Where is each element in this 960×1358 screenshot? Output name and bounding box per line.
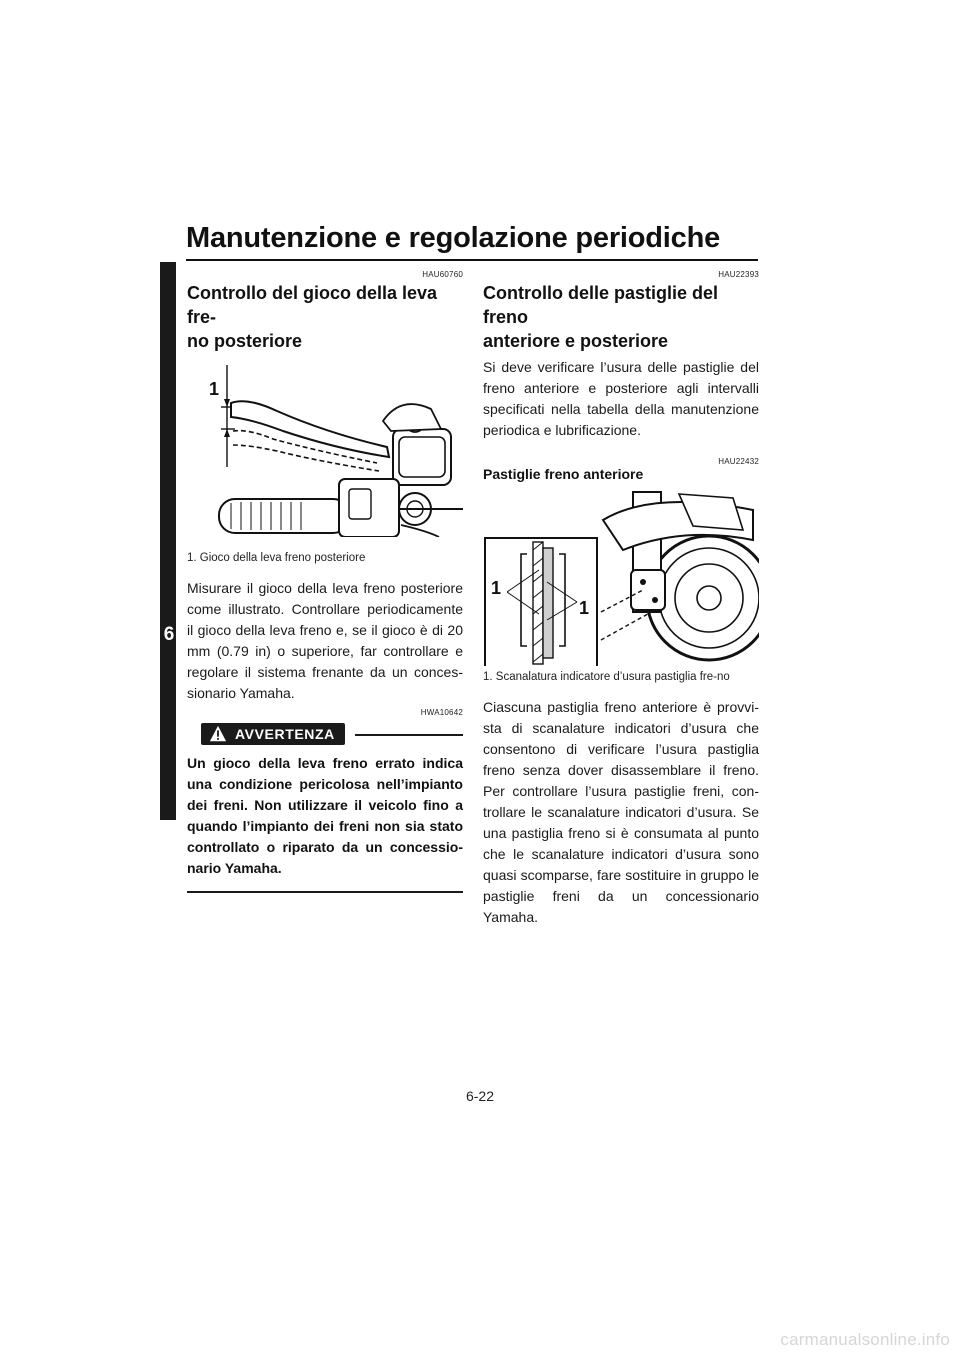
section-heading: Controllo delle pastiglie del freno anteriore e posteriore: [483, 283, 719, 351]
warning-header: [187, 719, 463, 747]
subsection-heading: Pastiglie freno anteriore: [483, 466, 644, 482]
warning-rule: [355, 734, 463, 736]
watermark[interactable]: carmanualsonline.info: [780, 1330, 950, 1349]
warning-end-rule: [187, 891, 463, 893]
page-number: 6-22: [465, 1088, 495, 1104]
body-paragraph: Misurare il gioco della leva freno posteriore come illustrato. Controllare periodicamente il gioco della leva freno e, se il gioco è di 20 mm (0.79 in) o superiore, far controllare e regolare il sistema frenante da un conces-sionario Yamaha.: [187, 580, 463, 701]
figure-label-right: 1: [579, 598, 590, 618]
section-heading: Controllo del gioco della leva fre- no posteriore: [187, 283, 438, 351]
intro-paragraph: Si deve verificare l’usura delle pastiglie del freno anteriore e posteriore agli intervalli specificati nella tabella della manutenzione periodica e lubrificazione.: [483, 359, 759, 438]
section-code: HAU22393: [718, 270, 759, 279]
brake-pad-illustration: [483, 490, 759, 666]
title-rule: [186, 259, 758, 261]
figure-label: 1: [209, 379, 220, 399]
warning-label: AVVERTENZA: [235, 726, 335, 742]
figure-caption: 1. Scanalatura indicatore d’usura pastiglia fre-no: [483, 671, 730, 683]
page-title: Manutenzione e regolazione periodiche: [186, 222, 721, 254]
right-column: [483, 270, 759, 928]
brake-lever-illustration: [187, 359, 463, 537]
chapter-number-visible: 6: [163, 624, 175, 645]
figure-caption: 1. Gioco della leva freno posteriore: [187, 552, 366, 564]
body-paragraph: Ciascuna pastiglia freno anteriore è provvi-sta di scanalature indicatori d’usura che consentono di verificare l’usura pastiglia freno senza dover disassemblare il freno. Per controllare l’usura pastiglie freni, con-trollare le scanalature indicatori d’usura. Se una pastiglia freno si è consumata al punto che le scanalature indicatori d’usura sono quasi scomparse, fare sostituire in gruppo le pastiglie freni da un concessionario Yamaha.: [483, 699, 759, 925]
chapter-tab-bar: [160, 262, 176, 820]
warning-triangle-icon: [209, 725, 227, 743]
section-code: HAU60760: [422, 270, 463, 279]
subsection-code: HAU22432: [718, 457, 759, 466]
warning-badge: [201, 723, 345, 745]
brake-pad-figure: [483, 490, 759, 666]
left-column: [187, 270, 463, 893]
brake-lever-figure: [187, 359, 463, 537]
figure-label-left: 1: [491, 578, 502, 598]
warning-text: Un gioco della leva freno errato indica una condizione pericolosa nell’impianto dei freni. Non utilizzare il veicolo fino a quando l’impianto dei freni non sia stato controllato o riparato da un concessio-nario Yamaha.: [187, 755, 463, 876]
warning-code: HWA10642: [420, 708, 463, 717]
